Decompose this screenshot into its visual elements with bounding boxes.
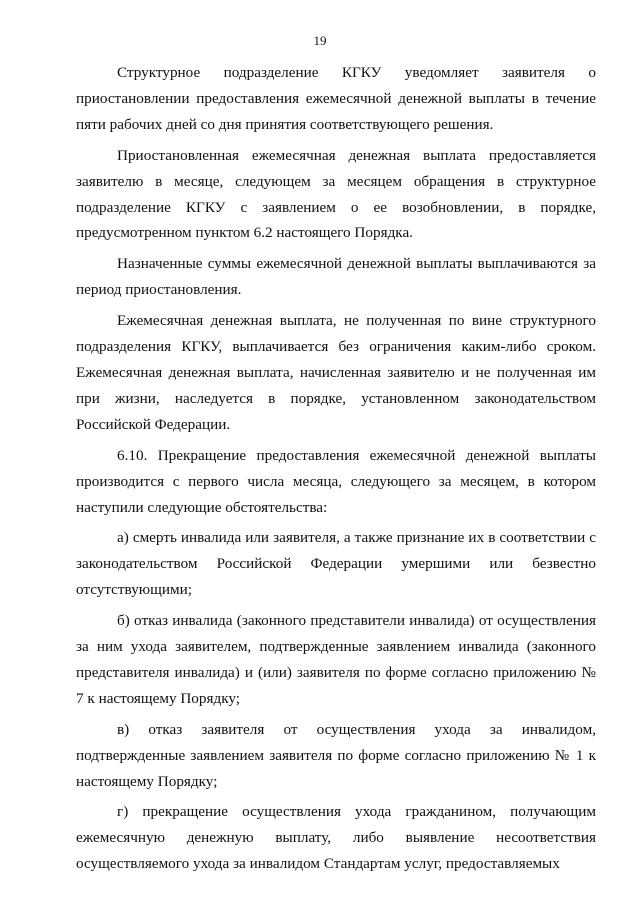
paragraph: Структурное подразделение КГКУ уведомляет заявителя о приостановлении предоставления ежемесячной денежной выплаты в течение пяти рабочих дней со дня принятия соответствующего решения. [76,64,596,133]
list-item: г) прекращение осуществления ухода гражданином, получающим ежемесячную денежную выплату, либо выявление несоответствия осуществляемого ухода за инвалидом Стандартам услуг, предоставляемых [76,803,596,873]
paragraph: Назначенные суммы ежемесячной денежной выплаты выплачиваются за период приостановления. [76,255,596,299]
paragraph: 6.10. Прекращение предоставления ежемесячной денежной выплаты производится с первого числа месяца, следующего за месяцем, в котором наступили следующие обстоятельства: [76,446,596,516]
list-item: а) смерть инвалида или заявителя, а также признание их в соответствии с законодательством Российской Федерации умершими или безвестно отсутствующими; [76,529,596,599]
page-number: 19 [313,33,327,48]
paragraph: Приостановленная ежемесячная денежная выплата предоставляется заявителю в месяце, следующем за месяцем обращения в структурное подразделение КГКУ с заявлением о ее возобновлении, в порядке, предусмотренном пунктом 6.2 настоящего Порядка. [76,146,596,242]
paragraph: Ежемесячная денежная выплата, не полученная по вине структурного подразделения КГКУ, выплачивается без ограничения каким-либо сроком. Ежемесячная денежная выплата, начисленная заявителю и не полученная им при жизни, наследуется в порядке, установленном законодательством Российской Федерации. [76,312,596,433]
list-item: в) отказ заявителя от осуществления ухода за инвалидом, подтвержденные заявлением заявителя по форме согласно приложению № 1 к настоящему Порядку; [76,720,596,790]
list-item: б) отказ инвалида (законного представители инвалида) от осуществления за ним ухода заявителем, подтвержденные заявлением инвалида (законного представителя инвалида) и (или) заявителя по форме согласно приложению № 7 к настоящему Порядку; [76,612,596,707]
document-body [76,60,596,882]
